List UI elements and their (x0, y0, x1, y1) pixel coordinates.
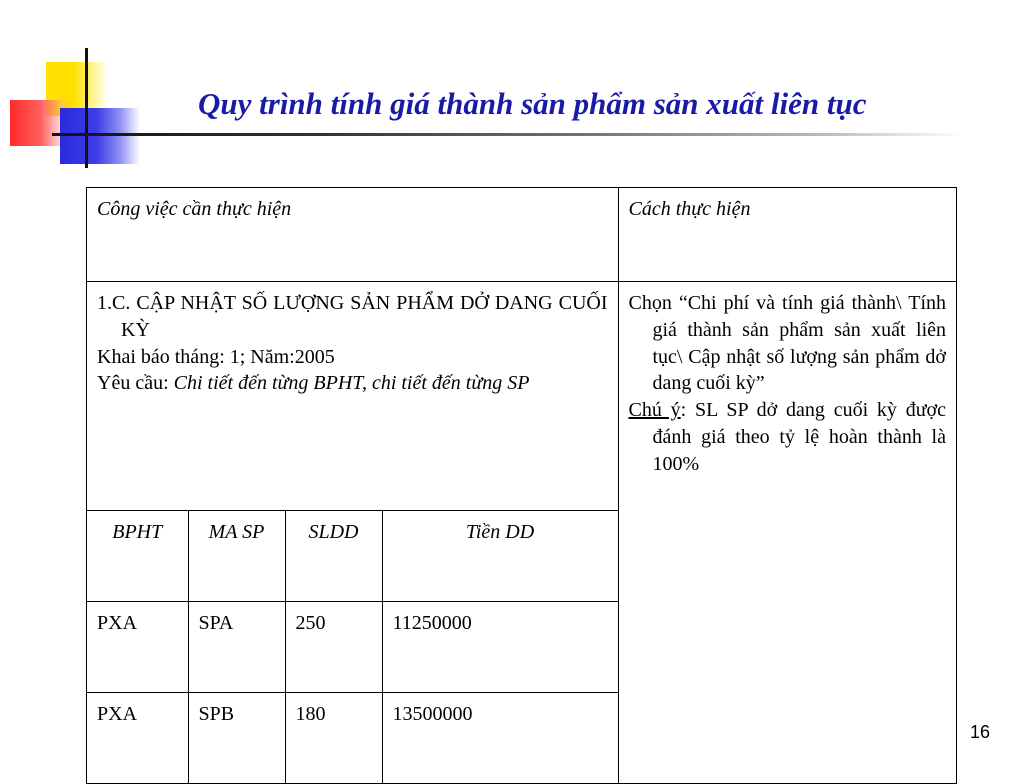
blue-square (60, 108, 140, 164)
task-requirement (97, 370, 608, 397)
task-title: 1.C. CẬP NHẬT SỐ LƯỢNG SẢN PHẨM DỞ DANG CUỐI KỲ (97, 292, 608, 341)
header-task: Công việc cần thực hiện (87, 188, 619, 282)
wip-cell-masp: SPA (188, 602, 285, 693)
title-underline (52, 133, 962, 136)
wip-cell-tiendd: 11250000 (382, 602, 618, 693)
table-header-row (87, 188, 957, 282)
page-number: 16 (969, 722, 990, 742)
wip-table (87, 511, 618, 783)
table-row (87, 282, 957, 511)
slide-logo-decoration (0, 0, 160, 170)
requirement-value: Chi tiết đến từng BPHT, chi tiết đến từng SP (173, 372, 530, 395)
task-cell (87, 282, 619, 511)
wip-header-masp: MA SP (188, 511, 285, 602)
table-row (87, 693, 618, 784)
table-row (87, 602, 618, 693)
note-label: Chú ý (628, 399, 681, 422)
wip-cell-bpht: PXA (87, 602, 188, 693)
vertical-rule (85, 48, 88, 168)
requirement-label: Yêu cầu: (97, 372, 174, 395)
wip-header-row (87, 511, 618, 602)
method-cell (618, 282, 957, 784)
note-text: : SL SP dở dang cuối kỳ được đánh giá theo tỷ lệ hoàn thành là 100% (652, 399, 947, 475)
wip-cell-tiendd: 13500000 (382, 693, 618, 784)
header-method: Cách thực hiện (618, 188, 957, 282)
procedure-table (86, 187, 957, 784)
wip-cell-sldd: 180 (285, 693, 382, 784)
wip-cell-bpht: PXA (87, 693, 188, 784)
wip-cell-sldd: 250 (285, 602, 382, 693)
task-period: Khai báo tháng: 1; Năm:2005 (97, 345, 335, 368)
method-note (629, 397, 947, 477)
wip-header-bpht: BPHT (87, 511, 188, 602)
wip-cell-masp: SPB (188, 693, 285, 784)
inner-table-cell (87, 511, 619, 784)
method-choose: Chọn “Chi phí và tính giá thành\ Tính giá thành sản phẩm sản xuất liên tục\ Cập nhật số lượng sản phẩm dở dang cuối kỳ” (628, 292, 946, 395)
slide-title: Quy trình tính giá thành sản phẩm sản xuất liên tục (198, 86, 867, 121)
wip-header-sldd: SLDD (285, 511, 382, 602)
wip-header-tiendd: Tiền DD (465, 521, 535, 543)
